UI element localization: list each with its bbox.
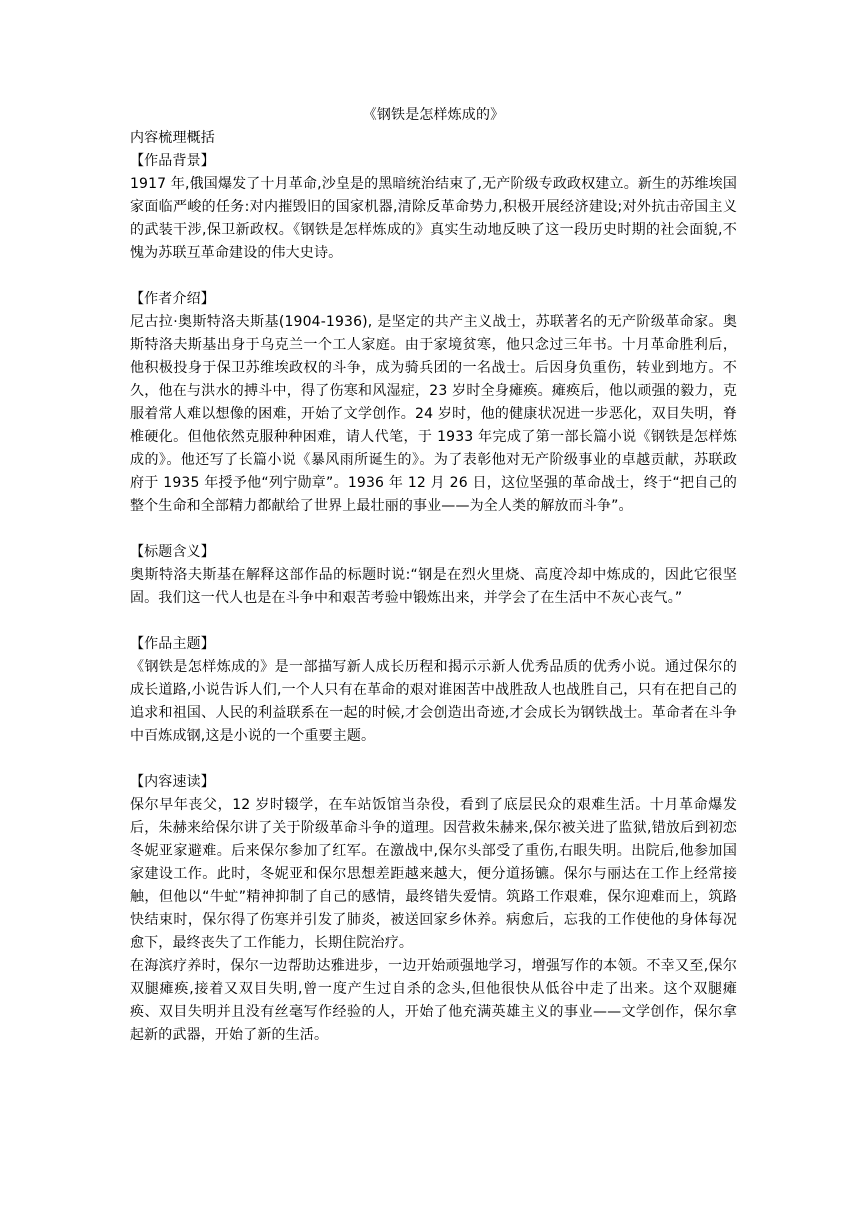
- section-heading: 【内容速读】: [130, 774, 215, 790]
- section-paragraph: 奥斯特洛夫斯基在解释这部作品的标题时说:“钢是在烈火里烧、高度冷却中炼成的，因此它很坚固。我们这一代人也是在斗争中和艰苦考验中锻炼出来，并学会了在生活中不灰心丧气。”: [130, 567, 737, 606]
- section-paragraph: 《钢铁是怎样炼成的》是一部描写新人成长历程和揭示示新人优秀品质的优秀小说。通过保尔的成长道路,小说告诉人们,一个人只有在革命的艰对谁困苦中战胜敌人也战胜自己，只有在把自己的追求和祖国、人民的利益联系在一起的时候,才会创造出奇迹,才会成长为钢铁战士。革命者在斗争中百炼成钢,这是小说的一个重要主题。: [130, 659, 737, 744]
- section-heading: 【作品主题】: [130, 636, 215, 652]
- document-subtitle: 内容梳理概括: [130, 130, 215, 146]
- section-paragraph: 保尔早年丧父，12 岁时辍学，在车站饭馆当杂役，看到了底层民众的艰难生活。十月革命爆发后，朱赫来给保尔讲了关于阶级革命斗争的道理。因营救朱赫来,保尔被关进了监狱,错放后到初恋冬妮亚家避难。后来保尔参加了红军。在激战中,保尔头部受了重伤,右眼失明。出院后,他参加国家建设工作。此时，冬妮亚和保尔思想差距越来越大，便分道扬镳。保尔与丽达在工作上经常接触，但他以“牛虻”精神抑制了自己的感情，最终错失爱情。筑路工作艰难，保尔迎难而上，筑路快结束时，保尔得了伤寒并引发了肺炎，被送回家乡休养。病愈后，忘我的工作使他的身体每况愈下，最终丧失了工作能力，长期住院治疗。: [130, 797, 737, 951]
- section-paragraph: 在海滨疗养时，保尔一边帮助达雅进步，一边开始顽强地学习，增强写作的本领。不幸又至,保尔双腿瘫痪,接着又双目失明,曾一度产生过自杀的念头,但他很快从低谷中走了出来。这个双腿瘫痪、双目失明并且没有丝毫写作经验的人，开始了他充满英雄主义的事业——文学创作，保尔拿起新的武器，开始了新的生活。: [130, 958, 737, 1043]
- section-heading: 【作者介绍】: [130, 291, 215, 307]
- section-background: [130, 150, 737, 265]
- section-heading: 【标题含义】: [130, 544, 215, 560]
- section-paragraph: 尼古拉·奥斯特洛夫斯基(1904-1936), 是坚定的共产主义战士，苏联著名的无产阶级革命家。奥斯特洛夫斯基出身于乌克兰一个工人家庭。由于家境贫寒，他只念过三年书。十月革命胜利后，他积极投身于保卫苏维埃政权的斗争，成为骑兵团的一名战士。后因身负重伤，转业到地方。不久，他在与洪水的搏斗中，得了伤寒和风湿症，23 岁时全身瘫痪。瘫痪后，他以顽强的毅力，克服着常人难以想像的困难，开始了文学创作。24 岁时，他的健康状况进一步恶化，双目失明，脊椎硬化。但他依然克服种种困难，请人代笔，于 1933 年完成了第一部长篇小说《钢铁是怎样炼成的》。他还写了长篇小说《暴风雨所诞生的》。为了表彰他对无产阶级事业的卓越贡献，苏联政府于 1935 年授予他“列宁勋章”。1936 年 12 月 26 日，这位坚强的革命战士，终于“把自己的整个生命和全部精力都献给了世界上最壮丽的事业——为全人类的解放而斗争”。: [130, 314, 737, 514]
- section-title-meaning: [130, 541, 737, 610]
- section-author: [130, 288, 737, 518]
- section-heading: 【作品背景】: [130, 153, 215, 169]
- section-theme: [130, 633, 737, 748]
- section-paragraph: 1917 年,俄国爆发了十月革命,沙皇是的黑暗统治结束了,无产阶级专政政权建立。新生的苏维埃国家面临严峻的任务:对内摧毁旧的国家机器,清除反革命势力,积极开展经济建设;对外抗击帝国主义的武装干涉,保卫新政权。《钢铁是怎样炼成的》真实生动地反映了这一段历史时期的社会面貌,不愧为苏联互革命建设的伟大史诗。: [130, 176, 737, 261]
- document-page: [130, 104, 737, 1070]
- section-content-summary: [130, 771, 737, 1047]
- document-title: 《钢铁是怎样炼成的》: [362, 107, 505, 123]
